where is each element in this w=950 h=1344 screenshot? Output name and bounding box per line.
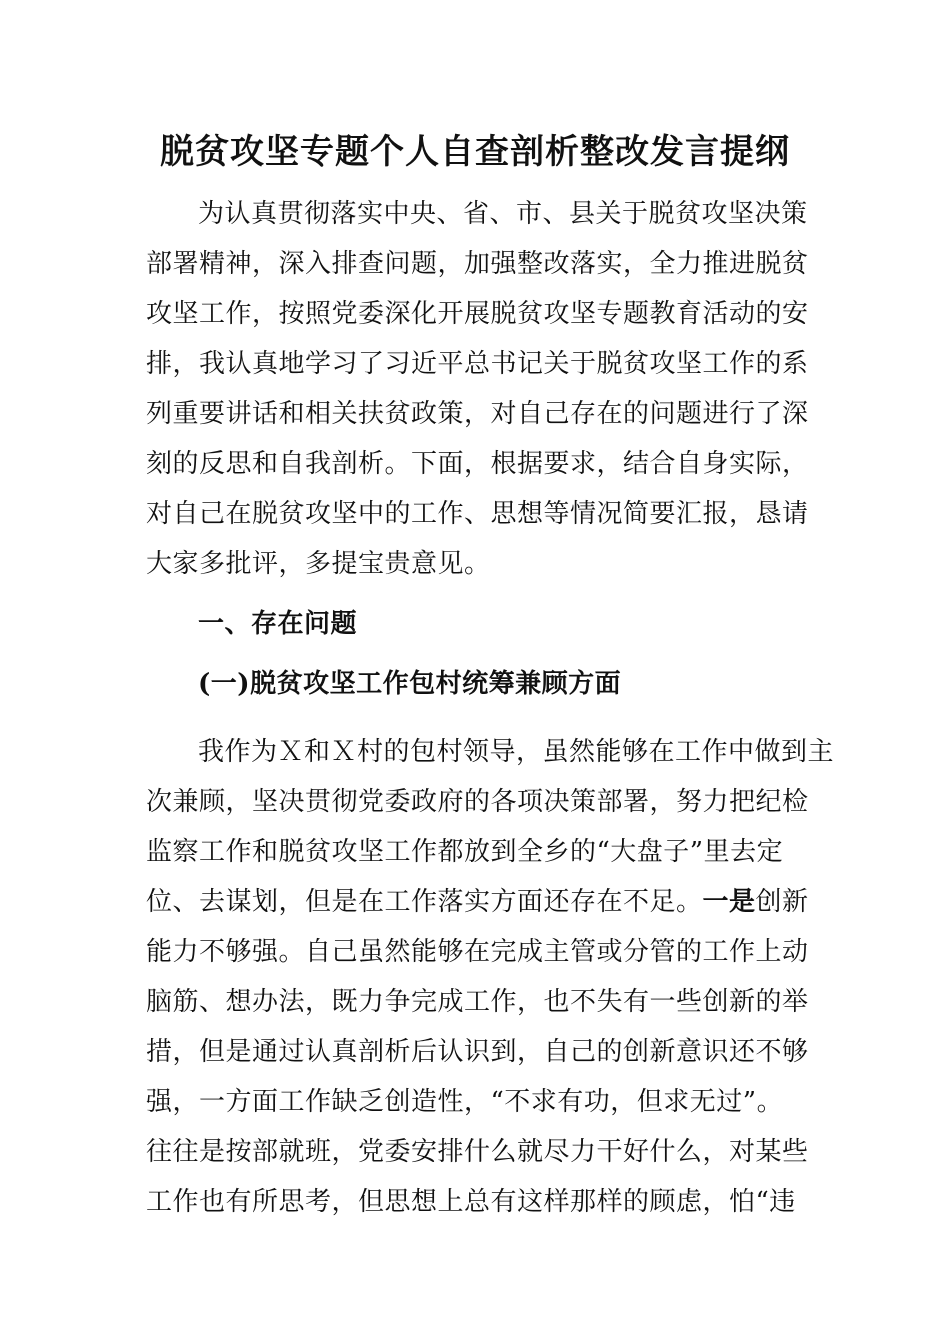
body-line: 监察工作和脱贫攻坚工作都放到全乡的“大盘子”里去定	[146, 837, 784, 867]
intro-line: 部署精神，深入排查问题，加强整改落实，全力推进脱贫	[146, 249, 809, 279]
body-line: 往往是按部就班，党委安排什么就尽力干好什么，对某些	[146, 1137, 809, 1167]
body-line: 次兼顾，坚决贯彻党委政府的各项决策部署，努力把纪检	[146, 787, 809, 817]
body-line: 我作为Ｘ和Ｘ村的包村领导，虽然能够在工作中做到主	[198, 737, 835, 767]
intro-line: 攻坚工作，按照党委深化开展脱贫攻坚专题教育活动的安	[146, 299, 809, 329]
intro-line: 为认真贯彻落实中央、省、市、县关于脱贫攻坚决策	[198, 199, 808, 229]
body-line: 强，一方面工作缺乏创造性，“不求有功，但求无过”。	[146, 1087, 784, 1117]
body-line: 工作也有所思考，但思想上总有这样那样的顾虑，怕“违	[146, 1187, 796, 1217]
body-text: 创新	[755, 887, 809, 917]
body-text: 位、去谋划，但是在工作落实方面还存在不足。	[146, 887, 703, 917]
document-title: 脱贫攻坚专题个人自查剖析整改发言提纲	[160, 132, 790, 172]
section-heading: 一、存在问题	[198, 609, 358, 639]
intro-line: 列重要讲话和相关扶贫政策，对自己存在的问题进行了深	[146, 399, 809, 429]
intro-line: 对自己在脱贫攻坚中的工作、思想等情况简要汇报，恳请	[146, 499, 809, 529]
intro-line: 刻的反思和自我剖析。下面，根据要求，结合自身实际，	[146, 449, 809, 479]
body-line-with-emphasis	[146, 884, 809, 920]
body-line: 能力不够强。自己虽然能够在完成主管或分管的工作上动	[146, 937, 809, 967]
body-line: 措，但是通过认真剖析后认识到，自己的创新意识还不够	[146, 1037, 809, 1067]
subsection-heading: (一)脱贫攻坚工作包村统筹兼顾方面	[198, 669, 622, 699]
emphasis-text: 一是	[702, 887, 756, 917]
intro-line: 排，我认真地学习了习近平总书记关于脱贫攻坚工作的系	[146, 349, 809, 379]
intro-line: 大家多批评，多提宝贵意见。	[146, 549, 491, 579]
body-line: 脑筋、想办法，既力争完成工作，也不失有一些创新的举	[146, 987, 809, 1017]
